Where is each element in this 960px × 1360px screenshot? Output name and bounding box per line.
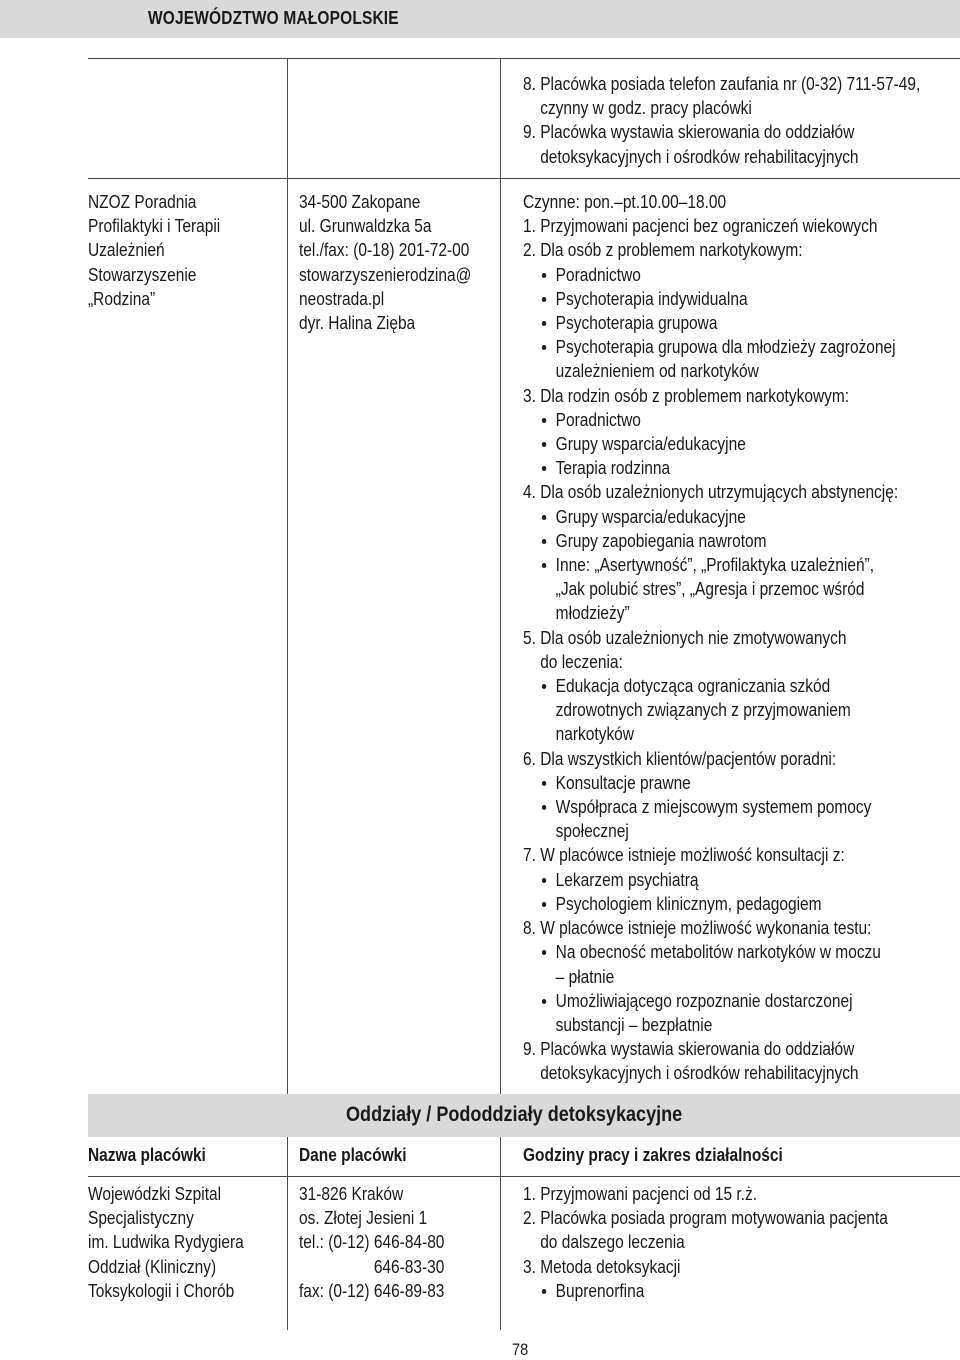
bullet-icon bbox=[542, 345, 546, 350]
col-header-hours: Godziny pracy i zakres działalności bbox=[523, 1145, 783, 1165]
bullet-text: Konsultacje prawne bbox=[555, 772, 691, 793]
bullet-icon bbox=[542, 563, 546, 568]
previous-entry-continuation bbox=[523, 72, 920, 169]
bullet-text: Lekarzem psychiatrą bbox=[555, 869, 699, 890]
bullet-item bbox=[523, 771, 898, 795]
entry1-facility-name bbox=[88, 190, 220, 311]
bullet-icon bbox=[542, 515, 546, 520]
scope-item bbox=[523, 1182, 888, 1206]
bullet-item bbox=[523, 432, 898, 456]
bullet-item bbox=[523, 989, 898, 1013]
facility-name-line: Profilaktyki i Terapii bbox=[88, 216, 221, 237]
item-text: Placówka wystawia skierowania do oddziałów bbox=[540, 1039, 855, 1060]
item-text: Dla osób uzależnionych utrzymujących abstynencję: bbox=[540, 482, 899, 503]
facility-details-line: ul. Grunwaldzka 5a bbox=[299, 216, 432, 237]
bullet-item bbox=[523, 311, 898, 335]
facility-details-line: tel./fax: (0-18) 201-72-00 bbox=[299, 240, 470, 261]
bullet-icon bbox=[542, 297, 546, 302]
column-divider-1 bbox=[287, 58, 288, 1094]
facility-details-line: 646-83-30 bbox=[373, 1256, 445, 1277]
item-text: Przyjmowani pacjenci od 15 r.ż. bbox=[540, 1184, 758, 1204]
bullet-text-continued: narkotyków bbox=[555, 724, 634, 745]
page-number: 78 bbox=[512, 1340, 529, 1359]
item-number: 1. bbox=[523, 1184, 536, 1204]
bullet-text: Umożliwiającego rozpoznanie dostarczonej bbox=[555, 990, 853, 1011]
continued-item bbox=[523, 72, 920, 96]
item-text: Przyjmowani pacjenci bez ograniczeń wiekowych bbox=[540, 216, 878, 237]
bullet-item bbox=[523, 868, 898, 892]
column-divider-2 bbox=[500, 58, 501, 1094]
bullet-text: Terapia rodzinna bbox=[555, 458, 671, 479]
item-number: 8. bbox=[523, 918, 536, 939]
bullet-text: Poradnictwo bbox=[555, 264, 641, 285]
item-number: 2. bbox=[523, 1208, 536, 1229]
item-text-continued: do dalszego leczenia bbox=[540, 1232, 685, 1253]
bullet-item bbox=[523, 335, 898, 359]
bullet-text-continued: społecznej bbox=[555, 821, 629, 842]
entry1-scope bbox=[523, 190, 898, 1086]
continued-item bbox=[523, 120, 920, 144]
facility-details-line: neostrada.pl bbox=[299, 288, 385, 309]
entry2-facility-details bbox=[299, 1182, 444, 1303]
item-number: 9. bbox=[523, 122, 536, 143]
item-number: 5. bbox=[523, 627, 536, 648]
bullet-text: Edukacja dotycząca ograniczania szkód bbox=[555, 676, 831, 697]
bullet-text: Psychoterapia grupowa bbox=[555, 313, 718, 334]
item-text-continued: do leczenia: bbox=[540, 651, 623, 672]
bullet-icon bbox=[542, 805, 546, 810]
bullet-icon bbox=[542, 781, 546, 786]
item-text: W placówce istnieje możliwość konsultacji z: bbox=[540, 845, 845, 866]
entry1-facility-details bbox=[299, 190, 471, 335]
scope-item bbox=[523, 238, 898, 262]
facility-details-line: 31-826 Kraków bbox=[299, 1184, 404, 1204]
facility-name-line: Specjalistyczny bbox=[88, 1208, 194, 1229]
entry1-items bbox=[523, 214, 898, 1085]
scope-item bbox=[523, 747, 898, 771]
bullet-text: Grupy wsparcia/edukacyjne bbox=[555, 506, 746, 527]
item-text-continued: czynny w godz. pracy placówki bbox=[540, 98, 752, 119]
bullet-icon bbox=[542, 418, 546, 423]
item-text: Dla osób z problemem narkotykowym: bbox=[540, 240, 803, 261]
scope-item bbox=[523, 843, 898, 867]
item-number: 2. bbox=[523, 240, 536, 261]
bullet-text-continued: uzależnieniem od narkotyków bbox=[555, 361, 759, 382]
bullet-item bbox=[523, 287, 898, 311]
facility-name-line: im. Ludwika Rydygiera bbox=[88, 1232, 244, 1253]
item-text: Placówka wystawia skierowania do oddziałów bbox=[540, 122, 855, 143]
section-title: Oddziały / Pododdziały detoksykacyjne bbox=[346, 1103, 683, 1126]
scope-item bbox=[523, 214, 898, 238]
scope-item bbox=[523, 626, 898, 650]
item-text: Metoda detoksykacji bbox=[540, 1256, 681, 1277]
entry1-hours: Czynne: pon.–pt.10.00–18.00 bbox=[523, 192, 727, 212]
bullet-text: Grupy zapobiegania nawrotom bbox=[555, 530, 767, 551]
bullet-item bbox=[523, 553, 898, 577]
facility-details-line: dyr. Halina Zięba bbox=[299, 313, 416, 334]
facility-name-line: Uzależnień bbox=[88, 240, 165, 261]
facility-name-line: NZOZ Poradnia bbox=[88, 192, 197, 212]
facility-details-line: fax: (0-12) 646-89-83 bbox=[299, 1280, 445, 1301]
bullet-item bbox=[523, 1279, 888, 1303]
region-header-bar bbox=[0, 0, 960, 38]
row-divider bbox=[88, 178, 960, 179]
item-text-continued: detoksykacyjnych i ośrodków rehabilitacyjnych bbox=[540, 146, 859, 167]
entry2-facility-name bbox=[88, 1182, 244, 1303]
bullet-item bbox=[523, 408, 898, 432]
bullet-text: Psychologiem klinicznym, pedagogiem bbox=[555, 893, 822, 914]
facility-name-line: Toksykologii i Chorób bbox=[88, 1280, 235, 1301]
bullet-text: Psychoterapia grupowa dla młodzieży zagrożonej bbox=[555, 337, 896, 358]
bullet-text-continued: zdrowotnych związanych z przyjmowaniem bbox=[555, 700, 851, 721]
bullet-icon bbox=[542, 539, 546, 544]
item-number: 8. bbox=[523, 74, 536, 94]
facility-details-line: 34-500 Zakopane bbox=[299, 192, 421, 212]
scope-item bbox=[523, 1255, 888, 1279]
bullet-text-continued: „Jak polubić stres”, „Agresja i przemoc wśród bbox=[555, 579, 865, 600]
entry2-scope bbox=[523, 1182, 888, 1303]
bullet-item bbox=[523, 505, 898, 529]
region-title: WOJEWÓDZTWO MAŁOPOLSKIE bbox=[148, 8, 399, 28]
bullet-text-continued: – płatnie bbox=[555, 966, 615, 987]
item-text: Placówka posiada telefon zaufania nr (0-32) 711-57-49, bbox=[540, 74, 921, 94]
item-text: Placówka posiada program motywowania pacjenta bbox=[540, 1208, 888, 1229]
bullet-item bbox=[523, 456, 898, 480]
bullet-text: Poradnictwo bbox=[555, 409, 641, 430]
item-number: 3. bbox=[523, 1256, 536, 1277]
facility-name-line: Oddział (Kliniczny) bbox=[88, 1256, 217, 1277]
item-text: Dla rodzin osób z problemem narkotykowym: bbox=[540, 385, 850, 406]
bullet-text: Grupy wsparcia/edukacyjne bbox=[555, 434, 746, 455]
item-number: 1. bbox=[523, 216, 536, 237]
bullet-text-continued: substancji – bezpłatnie bbox=[555, 1014, 713, 1035]
bullet-item bbox=[523, 940, 898, 964]
bullet-icon bbox=[542, 878, 546, 883]
bullet-icon bbox=[542, 950, 546, 955]
column-divider-1-lower bbox=[287, 1137, 288, 1330]
facility-name-line: „Rodzina” bbox=[88, 288, 156, 309]
scope-item bbox=[523, 916, 898, 940]
item-number: 7. bbox=[523, 845, 536, 866]
facility-details-line: stowarzyszenierodzina@ bbox=[299, 264, 472, 285]
col-header-name: Nazwa placówki bbox=[88, 1145, 206, 1165]
column-divider-2-lower bbox=[500, 1137, 501, 1330]
facility-name-line: Wojewódzki Szpital bbox=[88, 1184, 222, 1204]
item-text: W placówce istnieje możliwość wykonania testu: bbox=[540, 918, 872, 939]
bullet-item bbox=[523, 674, 898, 698]
bullet-text: Na obecność metabolitów narkotyków w moczu bbox=[555, 942, 881, 963]
bullet-text: Współpraca z miejscowym systemem pomocy bbox=[555, 797, 872, 818]
bullet-text: Buprenorfina bbox=[555, 1280, 645, 1301]
item-text: Dla osób uzależnionych nie zmotywowanych bbox=[540, 627, 847, 648]
bullet-icon bbox=[542, 902, 546, 907]
bullet-item bbox=[523, 892, 898, 916]
bullet-icon bbox=[542, 999, 546, 1004]
item-number: 6. bbox=[523, 748, 536, 769]
bullet-icon bbox=[542, 273, 546, 278]
bullet-text-continued: młodzieży” bbox=[555, 603, 630, 624]
bullet-icon bbox=[542, 684, 546, 689]
bullet-item bbox=[523, 795, 898, 819]
scope-item bbox=[523, 480, 898, 504]
item-text-continued: detoksykacyjnych i ośrodków rehabilitacyjnych bbox=[540, 1063, 859, 1084]
bullet-icon bbox=[542, 466, 546, 471]
bullet-icon bbox=[542, 1289, 546, 1294]
table-top-rule bbox=[88, 58, 960, 59]
bullet-item bbox=[523, 263, 898, 287]
scope-item bbox=[523, 384, 898, 408]
item-number: 9. bbox=[523, 1039, 536, 1060]
item-number: 4. bbox=[523, 482, 536, 503]
bullet-text: Inne: „Asertywność”, „Profilaktyka uzależnień”, bbox=[555, 555, 875, 576]
bullet-icon bbox=[542, 442, 546, 447]
facility-details-line: os. Złotej Jesieni 1 bbox=[299, 1208, 428, 1229]
col-header-details: Dane placówki bbox=[299, 1145, 407, 1165]
facility-details-line: tel.: (0-12) 646-84-80 bbox=[299, 1232, 445, 1253]
item-number: 3. bbox=[523, 385, 536, 406]
header-row-divider bbox=[88, 1176, 960, 1177]
bullet-text: Psychoterapia indywidualna bbox=[555, 288, 748, 309]
bullet-item bbox=[523, 529, 898, 553]
facility-name-line: Stowarzyszenie bbox=[88, 264, 197, 285]
scope-item bbox=[523, 1206, 888, 1230]
item-text: Dla wszystkich klientów/pacjentów poradni: bbox=[540, 748, 837, 769]
bullet-icon bbox=[542, 321, 546, 326]
scope-item bbox=[523, 1037, 898, 1061]
